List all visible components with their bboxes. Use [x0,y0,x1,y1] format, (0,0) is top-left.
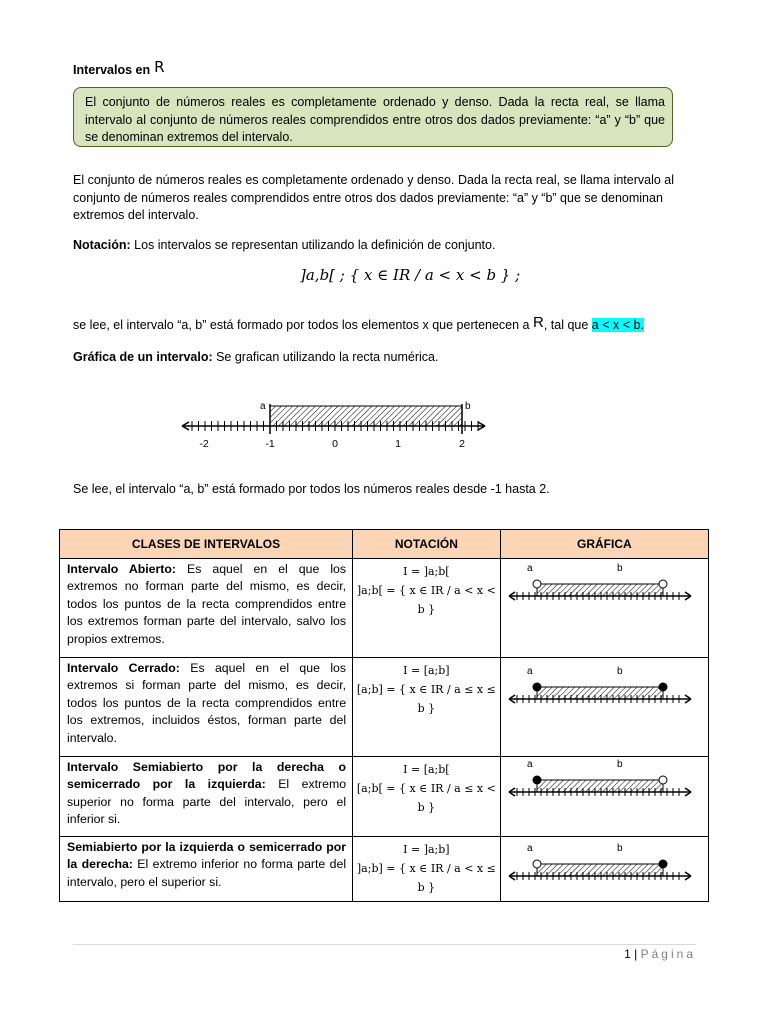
graph-label: Gráfica de un intervalo: [73,350,213,364]
row-desc: Es aquel en el que los extremos si forman parte del mismo, es decir, todos los puntos de la recta comprendidos entre los extremos, incluidos éstos, forman parte del intervalo. [67,661,347,745]
table-row [60,757,709,837]
tick-label: 1 [395,438,401,450]
notation-text: Los intervalos se representan utilizando la definición de conjunto. [130,238,496,252]
notation-formula: ]a,b[ ; { x ∈ IR / a < x < b } ; [300,266,521,284]
notation-short: I = [a;b] [403,664,450,677]
label-a: a [526,759,533,770]
closed-endpoint-a [533,776,541,784]
intro-paragraph [73,172,693,225]
header-classes: CLASES DE INTERVALOS [60,530,353,559]
row-description [60,658,353,757]
footer-sep: | [630,947,641,961]
interval-shading [537,687,663,699]
closed-endpoint-b [659,860,667,868]
notation-short: I = ]a;b] [403,843,450,856]
label-b: b [616,563,623,574]
tick-label: 0 [332,438,338,450]
read-text: se lee, el intervalo “a, b” está formado por todos los elementos x que pertenecen a [73,318,533,332]
main-number-line [180,394,490,456]
table-header-row [60,530,709,559]
row-graph [500,837,708,902]
reals-symbol: R [154,58,165,76]
open-endpoint-b [659,580,667,588]
page-title-text: Intervalos en [73,63,151,77]
row-name: Intervalo Abierto: [67,562,176,576]
notation-short: I = ]a;b[ [403,565,450,578]
label-a: a [526,666,533,677]
open-endpoint-b [659,776,667,784]
label-b: b [616,759,623,770]
page-number: 1 [624,947,631,961]
row-description [60,757,353,837]
label-a: a [260,401,266,412]
intro-text: El conjunto de números reales es completamente ordenado y denso. Dada la recta real, se llama intervalo al conjunto de números reales comprendidos entre otros dos dados previamente: “a” y “b” que se denominan extremos del intervalo. [73,173,675,222]
mini-number-line [507,664,697,714]
row-name: Intervalo Cerrado: [67,661,180,675]
callout-text: El conjunto de números reales es completamente ordenado y denso. Dada la recta real, se llama intervalo al conjunto de números reales comprendidos entre otros dos dados previamente: “a” y “b” que se denominan extremos del intervalo. [85,95,665,144]
label-b: b [465,401,471,412]
read-text-2: Se lee, el intervalo “a, b” está formado por todos los números reales desde -1 hasta 2. [73,482,550,496]
reals-symbol-inline: R [533,314,544,331]
notation-label: Notación: [73,238,131,252]
label-b: b [616,666,623,677]
table-row [60,658,709,757]
closed-endpoint-a [533,683,541,691]
closed-endpoint-b [659,683,667,691]
read-after: , tal que [543,318,592,332]
notation-short: I = [a;b[ [403,763,450,776]
tick-label: -1 [265,438,275,450]
page-label: Página [640,947,696,961]
label-b: b [616,843,623,854]
row-graph [500,559,708,658]
open-endpoint-a [533,860,541,868]
row-graph [500,658,708,757]
mini-number-line [507,757,697,807]
label-a: a [526,563,533,574]
row-desc: El extremo superior no forma parte del intervalo, pero el inferior si. [67,777,347,827]
row-name: Intervalo Semiabierto por la derecha o semicerrado por la izquierda: [67,760,347,792]
notation-set: [a;b[ = { x ∈ IR / a ≤ x < b } [356,782,496,814]
interval-classes-table [59,529,709,902]
interval-shading [270,406,462,426]
row-desc: Es aquel en el que los extremos no forman parte del mismo, es decir, todos los puntos de la recta comprendidos entre los extremos forman parte del intervalo, salvo los propios extremos. [67,562,347,646]
tick-label: 2 [459,438,465,450]
read-paragraph [73,316,693,335]
open-endpoint-a [533,580,541,588]
page-footer [600,947,696,961]
read-paragraph-2 [73,481,693,499]
row-name: Semiabierto por la izquierda o semicerrado por la derecha: [67,840,347,872]
row-notation [353,559,501,658]
header-graph: GRÁFICA [500,530,708,559]
row-description [60,837,353,902]
tick-label: -2 [199,438,209,450]
notation-set: ]a;b] = { x ∈ IR / a < x ≤ b } [356,862,496,894]
row-desc: El extremo inferior no forma parte del intervalo, pero el superior si. [67,857,347,889]
mini-number-line [507,841,697,891]
interval-shading [537,864,663,876]
graph-paragraph [73,349,693,367]
graph-text: Se grafican utilizando la recta numérica. [212,350,439,364]
row-description [60,559,353,658]
notation-paragraph [73,237,693,255]
label-a: a [526,843,533,854]
table-row [60,837,709,902]
highlighted-condition: a < x < b. [591,318,644,332]
header-notation: NOTACIÓN [353,530,501,559]
page-title [73,60,165,78]
notation-set: [a;b] = { x ∈ IR / a ≤ x ≤ b } [356,683,496,715]
row-graph [500,757,708,837]
table-row [60,559,709,658]
mini-number-line [507,561,697,611]
notation-set: ]a;b[ = { x ∈ IR / a < x < b } [356,584,496,616]
row-notation [353,658,501,757]
interval-shading [537,780,663,792]
footer-divider [73,944,696,945]
row-notation [353,757,501,837]
definition-callout [73,87,673,147]
row-notation [353,837,501,902]
interval-shading [537,584,663,596]
